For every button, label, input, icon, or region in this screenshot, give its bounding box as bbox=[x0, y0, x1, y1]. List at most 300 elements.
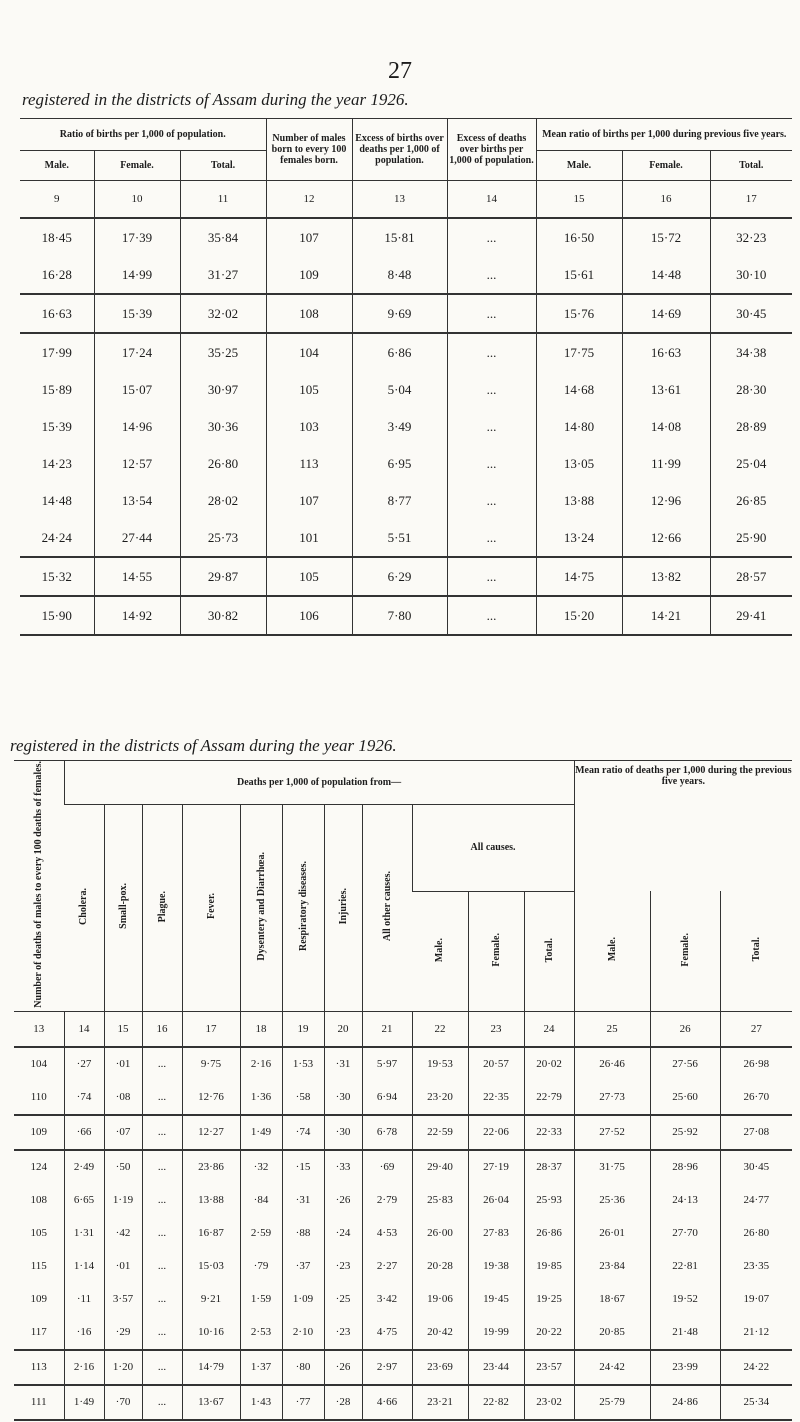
table-cell: ... bbox=[447, 445, 536, 482]
table-cell: 24·13 bbox=[650, 1184, 720, 1217]
table-cell: 6·29 bbox=[352, 557, 447, 596]
table-cell: 22·59 bbox=[412, 1115, 468, 1150]
table-cell: 13·82 bbox=[622, 557, 710, 596]
table-cell: 17·99 bbox=[20, 333, 94, 371]
table-cell: 15·07 bbox=[94, 371, 180, 408]
table-cell: 1·14 bbox=[64, 1250, 104, 1283]
table-cell: 105 bbox=[266, 557, 352, 596]
table-cell: ... bbox=[142, 1081, 182, 1115]
table-cell: ... bbox=[142, 1217, 182, 1250]
table-cell: 15·32 bbox=[20, 557, 94, 596]
table-cell: 19·99 bbox=[468, 1316, 524, 1350]
table-cell: 23·35 bbox=[720, 1250, 792, 1283]
table-cell: 11·99 bbox=[622, 445, 710, 482]
table-cell: ·79 bbox=[240, 1250, 282, 1283]
header-total: Total. bbox=[180, 151, 266, 181]
table-cell: 27·19 bbox=[468, 1150, 524, 1184]
table-row bbox=[20, 408, 792, 445]
table-cell: 19·45 bbox=[468, 1283, 524, 1316]
table-cell: 25·79 bbox=[574, 1385, 650, 1420]
table-cell: 2·10 bbox=[282, 1316, 324, 1350]
table-cell: 20·42 bbox=[412, 1316, 468, 1350]
header-mean-female: Female. bbox=[679, 932, 691, 967]
column-number: 24 bbox=[524, 1011, 574, 1047]
table-cell: 26·80 bbox=[720, 1217, 792, 1250]
table-cell: 12·76 bbox=[182, 1081, 240, 1115]
table-cell: 28·57 bbox=[710, 557, 792, 596]
table-cell: 1·37 bbox=[240, 1350, 282, 1385]
header-mean-birth-ratio: Mean ratio of births per 1,000 during previous five years. bbox=[536, 119, 792, 151]
table-cell: 27·56 bbox=[650, 1047, 720, 1081]
table-cell: ·01 bbox=[104, 1047, 142, 1081]
table-cell: ·29 bbox=[104, 1316, 142, 1350]
table-cell: 20·57 bbox=[468, 1047, 524, 1081]
table-cell: 14·23 bbox=[41, 455, 72, 471]
table-cell: ·08 bbox=[104, 1081, 142, 1115]
table-cell: 26·86 bbox=[524, 1217, 574, 1250]
table-cell: 8·48 bbox=[352, 256, 447, 294]
table-cell: 22·06 bbox=[468, 1115, 524, 1150]
table-cell: ·31 bbox=[282, 1184, 324, 1217]
table-cell: 4·53 bbox=[362, 1217, 412, 1250]
table-cell: 14·21 bbox=[622, 596, 710, 635]
table-cell: 23·20 bbox=[412, 1081, 468, 1115]
table-cell: ·30 bbox=[324, 1081, 362, 1115]
table-cell: ·66 bbox=[64, 1115, 104, 1150]
table-cell: 6·65 bbox=[64, 1184, 104, 1217]
table-cell: 6·95 bbox=[352, 445, 447, 482]
table-cell: 26·70 bbox=[720, 1081, 792, 1115]
table-cell: 19·85 bbox=[524, 1250, 574, 1283]
table-cell: 15·20 bbox=[536, 596, 622, 635]
table-cell: 12·96 bbox=[622, 482, 710, 519]
table-cell: ·23 bbox=[324, 1250, 362, 1283]
table-cell: 27·08 bbox=[720, 1115, 792, 1150]
table-cell: 13·88 bbox=[182, 1184, 240, 1217]
table-cell: 26·00 bbox=[412, 1217, 468, 1250]
table-cell: 1·49 bbox=[64, 1385, 104, 1420]
header-cholera: Cholera. bbox=[78, 887, 90, 925]
table-cell: 31·75 bbox=[574, 1150, 650, 1184]
header-mean-male: Male. bbox=[536, 151, 622, 181]
column-number: 18 bbox=[240, 1011, 282, 1047]
table-cell: ... bbox=[142, 1047, 182, 1081]
table-cell: 5·51 bbox=[352, 519, 447, 557]
table-cell: 19·07 bbox=[720, 1283, 792, 1316]
table-cell: 24·77 bbox=[720, 1184, 792, 1217]
table-cell: 109 bbox=[266, 256, 352, 294]
column-numbers bbox=[14, 1011, 792, 1047]
table-cell: 16·50 bbox=[536, 218, 622, 256]
table-cell: 28·37 bbox=[524, 1150, 574, 1184]
table-cell: ·11 bbox=[64, 1283, 104, 1316]
table-cell: 2·49 bbox=[64, 1150, 104, 1184]
table-row bbox=[20, 445, 792, 482]
births-table bbox=[20, 118, 792, 636]
table-cell: 101 bbox=[266, 519, 352, 557]
table-cell: 5·04 bbox=[352, 371, 447, 408]
table-cell: 25·93 bbox=[524, 1184, 574, 1217]
table-cell: 29·41 bbox=[710, 596, 792, 635]
table-cell: ... bbox=[447, 218, 536, 256]
table-cell: 14·08 bbox=[622, 408, 710, 445]
table-cell: ... bbox=[447, 596, 536, 635]
table-cell: 30·36 bbox=[180, 408, 266, 445]
table-row bbox=[14, 1081, 792, 1115]
column-number: 19 bbox=[282, 1011, 324, 1047]
table-cell: 15·89 bbox=[41, 381, 72, 397]
column-number: 25 bbox=[574, 1011, 650, 1047]
table-cell: 8·77 bbox=[352, 482, 447, 519]
table-cell: 2·16 bbox=[240, 1047, 282, 1081]
table-row bbox=[14, 1350, 792, 1385]
table-cell: 19·52 bbox=[650, 1283, 720, 1316]
table-cell: 1·49 bbox=[240, 1115, 282, 1150]
table-cell: 22·81 bbox=[650, 1250, 720, 1283]
column-number: 15 bbox=[536, 181, 622, 219]
table-cell: 16·28 bbox=[41, 266, 72, 282]
column-number: 14 bbox=[447, 181, 536, 219]
table-cell: ·50 bbox=[104, 1150, 142, 1184]
table-row bbox=[14, 1115, 792, 1150]
table-cell: 4·66 bbox=[362, 1385, 412, 1420]
table-cell: 15·03 bbox=[182, 1250, 240, 1283]
table-cell: 19·38 bbox=[468, 1250, 524, 1283]
table-cell: 16·63 bbox=[20, 294, 94, 333]
table-cell: ... bbox=[447, 408, 536, 445]
table-cell: 31·27 bbox=[180, 256, 266, 294]
table-cell: ... bbox=[447, 294, 536, 333]
table-cell: ... bbox=[142, 1283, 182, 1316]
column-number: 17 bbox=[710, 181, 792, 219]
header-birth-ratio: Ratio of births per 1,000 of population. bbox=[20, 119, 266, 151]
table-cell: 14·75 bbox=[536, 557, 622, 596]
table-cell: ... bbox=[447, 519, 536, 557]
table-cell: 17·75 bbox=[536, 333, 622, 371]
column-number: 12 bbox=[266, 181, 352, 219]
table-cell: 29·87 bbox=[180, 557, 266, 596]
table-row bbox=[14, 1250, 792, 1283]
table-cell: 19·25 bbox=[524, 1283, 574, 1316]
table-cell: 22·82 bbox=[468, 1385, 524, 1420]
table-cell: ... bbox=[447, 557, 536, 596]
table-row bbox=[14, 1150, 792, 1184]
column-number: 22 bbox=[412, 1011, 468, 1047]
table-cell: 20·28 bbox=[412, 1250, 468, 1283]
table-cell: ·88 bbox=[282, 1217, 324, 1250]
table-cell: 26·85 bbox=[710, 482, 792, 519]
table-cell: 105 bbox=[266, 371, 352, 408]
column-number: 15 bbox=[104, 1011, 142, 1047]
table-cell: 25·04 bbox=[710, 445, 792, 482]
table-cell: 6·86 bbox=[352, 333, 447, 371]
table-cell: 13·88 bbox=[536, 482, 622, 519]
table-cell: 14·99 bbox=[94, 256, 180, 294]
table-cell: 23·84 bbox=[574, 1250, 650, 1283]
table-cell: 27·70 bbox=[650, 1217, 720, 1250]
table-row bbox=[20, 557, 792, 596]
table-cell: 2·53 bbox=[240, 1316, 282, 1350]
table-cell: ... bbox=[142, 1350, 182, 1385]
column-numbers bbox=[20, 181, 792, 219]
table-cell: 18·45 bbox=[41, 229, 72, 245]
table-row bbox=[20, 333, 792, 371]
table-cell: 15·39 bbox=[41, 418, 72, 434]
table-cell: 107 bbox=[266, 482, 352, 519]
header-female: Female. bbox=[94, 151, 180, 181]
column-number: 13 bbox=[14, 1011, 64, 1047]
table-cell: 16·87 bbox=[182, 1217, 240, 1250]
table-cell: 25·60 bbox=[650, 1081, 720, 1115]
table-row bbox=[20, 596, 792, 635]
table-cell: ·27 bbox=[64, 1047, 104, 1081]
column-number: 21 bbox=[362, 1011, 412, 1047]
table-cell: 28·02 bbox=[180, 482, 266, 519]
header-injuries: Injuries. bbox=[337, 888, 349, 925]
table-cell: 1·19 bbox=[104, 1184, 142, 1217]
header-plague: Plague. bbox=[156, 890, 168, 923]
column-number: 26 bbox=[650, 1011, 720, 1047]
table-cell: 13·61 bbox=[622, 371, 710, 408]
table-cell: 6·94 bbox=[362, 1081, 412, 1115]
table-cell: ·32 bbox=[240, 1150, 282, 1184]
table-cell: ... bbox=[142, 1150, 182, 1184]
table-cell: ... bbox=[447, 256, 536, 294]
table-cell: 4·75 bbox=[362, 1316, 412, 1350]
table-cell: 19·53 bbox=[412, 1047, 468, 1081]
table-cell: 13·24 bbox=[536, 519, 622, 557]
table-cell: 27·52 bbox=[574, 1115, 650, 1150]
table-cell: 14·55 bbox=[94, 557, 180, 596]
table-cell: 12·27 bbox=[182, 1115, 240, 1150]
table-cell: 20·02 bbox=[524, 1047, 574, 1081]
header-male: Male. bbox=[44, 160, 69, 171]
table-cell: 27·73 bbox=[574, 1081, 650, 1115]
page-number: 27 bbox=[388, 58, 412, 84]
column-number: 16 bbox=[622, 181, 710, 219]
header-all-causes: All causes. bbox=[412, 805, 574, 892]
table-row bbox=[20, 294, 792, 333]
table-cell: 26·80 bbox=[180, 445, 266, 482]
table-cell: 108 bbox=[266, 294, 352, 333]
table-cell: 104 bbox=[266, 333, 352, 371]
table-cell: ... bbox=[142, 1385, 182, 1420]
table-cell: 3·49 bbox=[352, 408, 447, 445]
table-cell: ·70 bbox=[104, 1385, 142, 1420]
table-cell: ·58 bbox=[282, 1081, 324, 1115]
table-row bbox=[14, 1385, 792, 1420]
table-cell: 117 bbox=[30, 1326, 47, 1339]
table-cell: ·16 bbox=[64, 1316, 104, 1350]
table-row bbox=[14, 1316, 792, 1350]
table-cell: ... bbox=[142, 1316, 182, 1350]
table-row bbox=[20, 371, 792, 408]
table-cell: 106 bbox=[266, 596, 352, 635]
column-number: 9 bbox=[20, 181, 94, 219]
table-cell: ·25 bbox=[324, 1283, 362, 1316]
table-row bbox=[14, 1184, 792, 1217]
table-cell: 15·61 bbox=[536, 256, 622, 294]
header-mean-total: Total. bbox=[710, 151, 792, 181]
table-cell: 14·48 bbox=[41, 492, 72, 508]
table-cell: 2·79 bbox=[362, 1184, 412, 1217]
header-all-female: Female. bbox=[490, 932, 502, 967]
table-cell: 21·12 bbox=[720, 1316, 792, 1350]
table-cell: ... bbox=[142, 1250, 182, 1283]
table-cell: ·37 bbox=[282, 1250, 324, 1283]
table-cell: 3·42 bbox=[362, 1283, 412, 1316]
table-cell: 14·96 bbox=[94, 408, 180, 445]
table-cell: ·01 bbox=[104, 1250, 142, 1283]
table-cell: 14·92 bbox=[94, 596, 180, 635]
table-cell: 2·59 bbox=[240, 1217, 282, 1250]
header-other-causes: All other causes. bbox=[381, 871, 393, 942]
table-cell: 22·33 bbox=[524, 1115, 574, 1150]
column-number: 27 bbox=[720, 1011, 792, 1047]
table-cell: 9·69 bbox=[352, 294, 447, 333]
table-cell: 14·68 bbox=[536, 371, 622, 408]
table-cell: 28·96 bbox=[650, 1150, 720, 1184]
table-row bbox=[14, 1217, 792, 1250]
header-mean-total: Total. bbox=[750, 937, 762, 962]
table-cell: 14·69 bbox=[622, 294, 710, 333]
table-cell: 17·39 bbox=[94, 218, 180, 256]
table-cell: 23·86 bbox=[182, 1150, 240, 1184]
table-cell: 26·01 bbox=[574, 1217, 650, 1250]
table-cell: 26·04 bbox=[468, 1184, 524, 1217]
table-cell: 6·78 bbox=[362, 1115, 412, 1150]
table-cell: 107 bbox=[266, 218, 352, 256]
table-cell: ... bbox=[447, 371, 536, 408]
table-cell: 35·84 bbox=[180, 218, 266, 256]
table-cell: ·24 bbox=[324, 1217, 362, 1250]
table-cell: 19·06 bbox=[412, 1283, 468, 1316]
column-number: 16 bbox=[142, 1011, 182, 1047]
column-number: 20 bbox=[324, 1011, 362, 1047]
table-cell: 113 bbox=[266, 445, 352, 482]
table-cell: 24·22 bbox=[720, 1350, 792, 1385]
table-cell: 27·44 bbox=[94, 519, 180, 557]
table-cell: 29·40 bbox=[412, 1150, 468, 1184]
table-cell: ·69 bbox=[362, 1150, 412, 1184]
header-mean-death-ratio: Mean ratio of deaths per 1,000 during the previous five years. bbox=[574, 761, 792, 892]
table-cell: 16·63 bbox=[622, 333, 710, 371]
table-cell: 124 bbox=[14, 1150, 64, 1184]
table-cell: ·80 bbox=[282, 1350, 324, 1385]
table-cell: 24·42 bbox=[574, 1350, 650, 1385]
table-cell: 2·16 bbox=[64, 1350, 104, 1385]
table-cell: 28·89 bbox=[710, 408, 792, 445]
table-cell: 26·98 bbox=[720, 1047, 792, 1081]
table-cell: ·07 bbox=[104, 1115, 142, 1150]
table-cell: 113 bbox=[14, 1350, 64, 1385]
table-cell: 108 bbox=[30, 1194, 47, 1207]
table-cell: 1·43 bbox=[240, 1385, 282, 1420]
table-cell: 23·44 bbox=[468, 1350, 524, 1385]
table-cell: 23·21 bbox=[412, 1385, 468, 1420]
table-cell: 12·57 bbox=[94, 445, 180, 482]
table-cell: 111 bbox=[14, 1385, 64, 1420]
table-cell: 24·24 bbox=[41, 529, 72, 545]
table-cell: 109 bbox=[30, 1293, 47, 1306]
table-row bbox=[14, 1283, 792, 1316]
table-cell: ... bbox=[142, 1184, 182, 1217]
table-cell: ·15 bbox=[282, 1150, 324, 1184]
table-cell: 30·10 bbox=[710, 256, 792, 294]
column-number: 23 bbox=[468, 1011, 524, 1047]
table-cell: ·26 bbox=[324, 1350, 362, 1385]
table-cell: 15·81 bbox=[352, 218, 447, 256]
header-males-born: Number of males born to every 100 females born. bbox=[266, 119, 352, 181]
table-cell: 15·90 bbox=[20, 596, 94, 635]
table-cell: ·74 bbox=[64, 1081, 104, 1115]
table-cell: 1·59 bbox=[240, 1283, 282, 1316]
table-cell: 14·48 bbox=[622, 256, 710, 294]
table-cell: ·74 bbox=[282, 1115, 324, 1150]
table-cell: 25·83 bbox=[412, 1184, 468, 1217]
table-cell: 35·25 bbox=[180, 333, 266, 371]
table-cell: 1·36 bbox=[240, 1081, 282, 1115]
table-cell: 13·67 bbox=[182, 1385, 240, 1420]
table-cell: 25·90 bbox=[710, 519, 792, 557]
table-cell: 109 bbox=[14, 1115, 64, 1150]
header-respiratory: Respiratory diseases. bbox=[297, 861, 309, 952]
column-number: 10 bbox=[94, 181, 180, 219]
table-cell: 17·24 bbox=[94, 333, 180, 371]
deaths-table bbox=[14, 760, 792, 1421]
header-male-female-deaths: Number of deaths of males to every 100 deaths of females. bbox=[33, 761, 45, 1008]
column-number: 17 bbox=[182, 1011, 240, 1047]
table-cell: 105 bbox=[30, 1227, 47, 1240]
table-cell: 30·45 bbox=[710, 294, 792, 333]
table-cell: 15·76 bbox=[536, 294, 622, 333]
table-cell: 18·67 bbox=[574, 1283, 650, 1316]
table-cell: 7·80 bbox=[352, 596, 447, 635]
table-cell: 30·45 bbox=[720, 1150, 792, 1184]
table-cell: 13·54 bbox=[94, 482, 180, 519]
table-cell: 22·35 bbox=[468, 1081, 524, 1115]
table-cell: 10·16 bbox=[182, 1316, 240, 1350]
caption-bottom: registered in the districts of Assam during the year 1926. bbox=[10, 736, 397, 755]
table-cell: 15·39 bbox=[94, 294, 180, 333]
table-cell: 27·83 bbox=[468, 1217, 524, 1250]
table-cell: 110 bbox=[30, 1091, 47, 1104]
header-fever: Fever. bbox=[205, 893, 217, 920]
table-cell: 13·05 bbox=[536, 445, 622, 482]
table-row bbox=[20, 482, 792, 519]
table-cell: 32·23 bbox=[710, 218, 792, 256]
table-cell: 20·22 bbox=[524, 1316, 574, 1350]
table-cell: 32·02 bbox=[180, 294, 266, 333]
table-cell: 25·92 bbox=[650, 1115, 720, 1150]
table-cell: ·77 bbox=[282, 1385, 324, 1420]
header-mean-female: Female. bbox=[622, 151, 710, 181]
table-cell: 14·79 bbox=[182, 1350, 240, 1385]
header-all-total: Total. bbox=[543, 937, 555, 962]
table-cell: 22·79 bbox=[524, 1081, 574, 1115]
column-number: 11 bbox=[180, 181, 266, 219]
table-row bbox=[14, 1047, 792, 1081]
header-excess-births: Excess of births over deaths per 1,000 of population. bbox=[352, 119, 447, 181]
table-cell: ·23 bbox=[324, 1316, 362, 1350]
table-cell: 5·97 bbox=[362, 1047, 412, 1081]
header-excess-deaths: Excess of deaths over births per 1,000 of population. bbox=[447, 119, 536, 181]
table-cell: 28·30 bbox=[710, 371, 792, 408]
table-cell: ·42 bbox=[104, 1217, 142, 1250]
table-cell: 25·36 bbox=[574, 1184, 650, 1217]
table-cell: 1·20 bbox=[104, 1350, 142, 1385]
table-cell: 1·31 bbox=[64, 1217, 104, 1250]
